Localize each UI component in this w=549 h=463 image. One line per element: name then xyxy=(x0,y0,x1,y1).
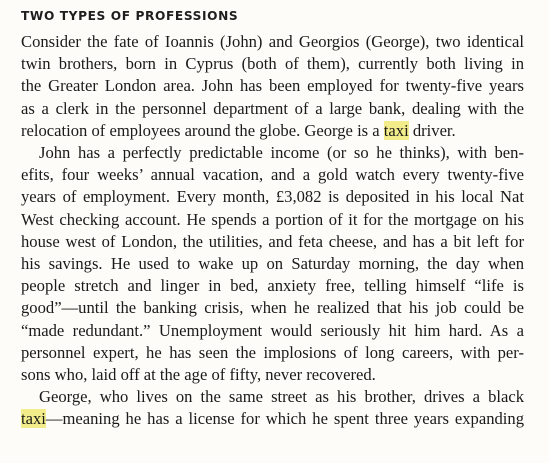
text-line: years of employment. Every month, £3,082 is deposited in his local Nat xyxy=(21,187,524,207)
text-line: sons who, laid off at the age of fifty, never recovered. xyxy=(21,365,376,385)
text-line xyxy=(21,120,524,142)
text-line: efits, four weeks’ annual vacation, and a gold watch every twenty-five xyxy=(21,165,524,185)
text-line: as a clerk in the personnel department of a large bank, dealing with the xyxy=(21,98,524,118)
text-line: twin brothers, born in Cyprus (both of them), currently both living in xyxy=(21,54,524,74)
text-segment: driver. xyxy=(408,120,456,140)
text-line: George, who lives on the same street as his brother, drives a black xyxy=(39,387,524,407)
text-line: “made redundant.” Unemployment would seriously hit him hard. As a xyxy=(21,320,524,340)
text-line: the Greater London area. John has been employed for twenty-five years xyxy=(21,76,524,96)
highlighted-word[interactable]: taxi xyxy=(383,120,409,140)
text-segment: —meaning he has a license for which he spent three years expanding xyxy=(45,409,524,429)
text-line: personnel expert, he has seen the implosions of long careers, with per- xyxy=(21,342,524,362)
body-text xyxy=(21,31,537,431)
highlighted-word[interactable]: taxi xyxy=(21,409,46,429)
section-heading: TWO TYPES OF PROFESSIONS xyxy=(21,9,239,23)
text-line: good”—until the banking crisis, when he realized that his job could be xyxy=(21,298,524,318)
text-line: house west of London, the utilities, and feta cheese, and has a bit left for xyxy=(21,231,524,251)
text-line: West checking account. He spends a portion of it for the mortgage on his xyxy=(21,209,524,229)
text-line xyxy=(21,408,524,430)
text-line: John has a perfectly predictable income (or so he thinks), with ben- xyxy=(39,143,524,163)
text-line: his savings. He used to wake up on Saturday morning, the day when xyxy=(21,254,524,274)
text-line: Consider the fate of Ioannis (John) and Georgios (George), two identical xyxy=(21,32,524,51)
text-segment: relocation of employees around the globe. George is a xyxy=(21,120,384,140)
text-line: people stretch and linger in bed, anxiety free, telling himself “life is xyxy=(21,276,524,296)
